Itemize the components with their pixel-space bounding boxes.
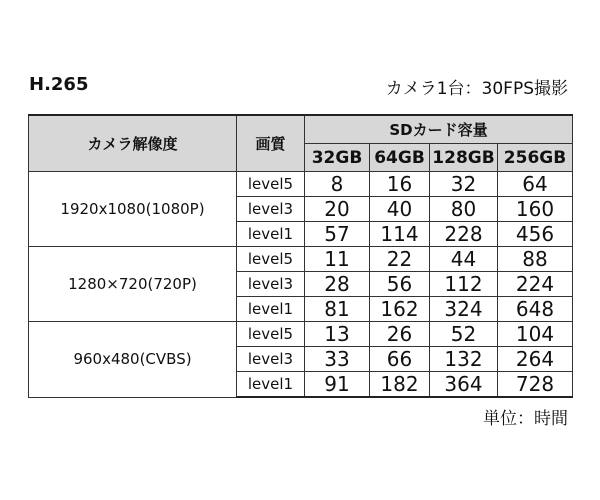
header-quality: 画質 [237,115,305,172]
quality-cell: level5 [237,322,305,347]
value-cell: 22 [370,247,430,272]
table-row [29,247,573,272]
header-capacity-32gb: 32GB [305,144,370,172]
value-cell: 228 [430,222,498,247]
quality-cell: level3 [237,347,305,372]
quality-cell: level1 [237,222,305,247]
quality-cell: level1 [237,372,305,398]
value-cell: 648 [498,297,573,322]
header-resolution: カメラ解像度 [29,115,237,172]
value-cell: 66 [370,347,430,372]
value-cell: 52 [430,322,498,347]
value-cell: 182 [370,372,430,398]
value-cell: 8 [305,172,370,197]
table-row [29,172,573,197]
value-cell: 224 [498,272,573,297]
value-cell: 456 [498,222,573,247]
value-cell: 57 [305,222,370,247]
value-cell: 28 [305,272,370,297]
resolution-cell: 1920x1080(1080P) [29,172,237,247]
value-cell: 32 [430,172,498,197]
resolution-cell: 960x480(CVBS) [29,322,237,398]
value-cell: 40 [370,197,430,222]
value-cell: 16 [370,172,430,197]
value-cell: 728 [498,372,573,398]
value-cell: 112 [430,272,498,297]
value-cell: 33 [305,347,370,372]
table-row [29,322,573,347]
value-cell: 64 [498,172,573,197]
value-cell: 20 [305,197,370,222]
value-cell: 13 [305,322,370,347]
value-cell: 104 [498,322,573,347]
value-cell: 364 [430,372,498,398]
recording-time-table [28,114,573,398]
value-cell: 132 [430,347,498,372]
header-capacity-256gb: 256GB [498,144,573,172]
value-cell: 264 [498,347,573,372]
value-cell: 114 [370,222,430,247]
quality-cell: level1 [237,297,305,322]
value-cell: 160 [498,197,573,222]
value-cell: 44 [430,247,498,272]
quality-cell: level3 [237,272,305,297]
value-cell: 56 [370,272,430,297]
value-cell: 91 [305,372,370,398]
unit-note: 単位：時間 [483,409,568,429]
recording-condition: カメラ1台：30FPS撮影 [385,79,568,99]
header-capacity-128gb: 128GB [430,144,498,172]
value-cell: 26 [370,322,430,347]
value-cell: 11 [305,247,370,272]
value-cell: 80 [430,197,498,222]
value-cell: 324 [430,297,498,322]
header-sd-capacity: SDカード容量 [305,115,573,144]
quality-cell: level3 [237,197,305,222]
resolution-cell: 1280×720(720P) [29,247,237,322]
header-capacity-64gb: 64GB [370,144,430,172]
value-cell: 81 [305,297,370,322]
value-cell: 162 [370,297,430,322]
quality-cell: level5 [237,247,305,272]
value-cell: 88 [498,247,573,272]
codec-label: H.265 [29,74,89,95]
quality-cell: level5 [237,172,305,197]
